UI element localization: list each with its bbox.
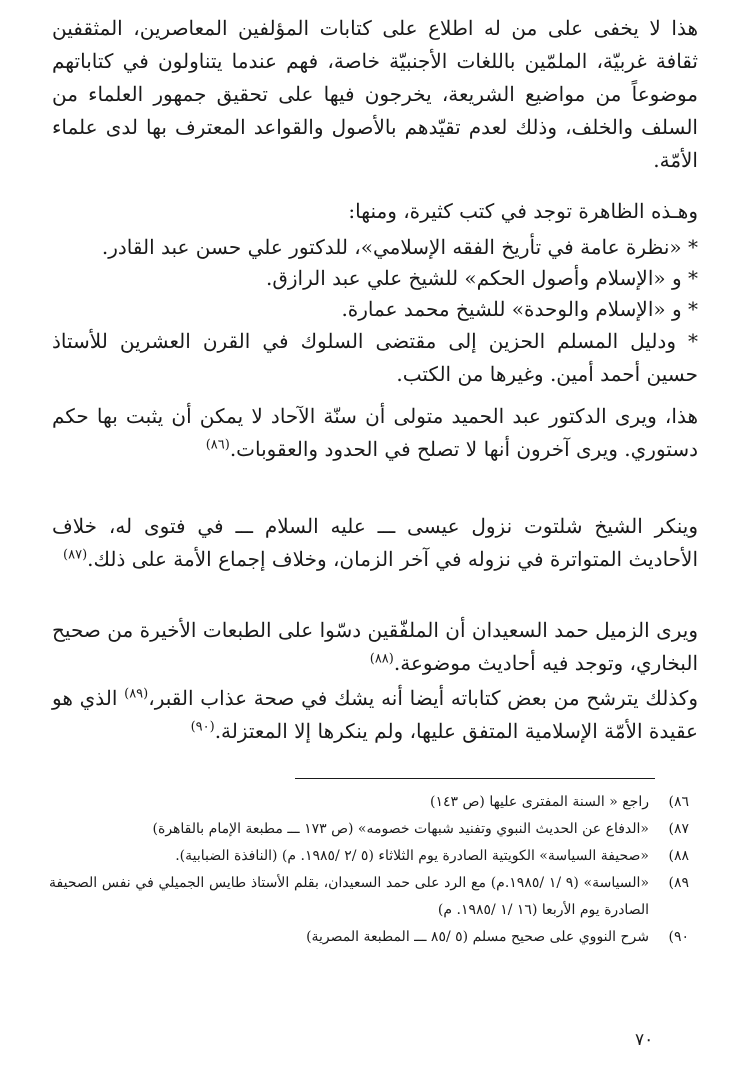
footnote-ref-88: (٨٨) <box>369 651 394 667</box>
footnote-ref-89: (٨٩) <box>124 686 149 702</box>
paragraph-6-text-a: وكذلك يترشح من بعض كتاباته أيضا أنه يشك في صحة عذاب القبر، <box>148 686 698 710</box>
footnote-number: ٨٧) <box>668 821 689 837</box>
page-number: ٧٠ <box>635 1030 654 1050</box>
paragraph-5 <box>52 614 698 680</box>
footnote-text: «الدفاع عن الحديث النبوي وتفنيد شبهات خصومه» (ص ١٧٣ ـــ مطبعة الإمام بالقاهرة) <box>152 821 649 837</box>
footnote-number: ٨٦) <box>668 794 689 810</box>
footnote-text: شرح النووي على صحيح مسلم (٥ /٨٥ ـــ المطبعة المصرية) <box>306 929 649 945</box>
footnote-88 <box>49 843 689 870</box>
paragraph-3-text: هذا، ويرى الدكتور عبد الحميد متولى أن سنّة الآحاد لا يمكن أن يثبت بها حكم دستوري. ويرى آخرون أنها لا تصلح في الحدود والعقوبات. <box>52 404 698 461</box>
paragraph-5-text: ويرى الزميل حمد السعيدان أن الملفّقين دسّوا على الطبعات الأخيرة من صحيح البخاري، وتوجد فيه أحاديث موضوعة. <box>52 618 698 675</box>
footnote-number: ٨٩) <box>668 875 689 891</box>
paragraph-1: هذا لا يخفى على من له اطلاع على كتابات المؤلفين المعاصرين، المثقفين ثقافة غربيّة، الملمّين باللغات الأجنبيّة خاصة، فهم عندما يتناولون في كتاباتهم موضوعاً من مواضيع الشريعة، يخرجون فيها على تحقيق جمهور العلماء من السلف والخلف، وذلك لعدم تقيّدهم بالأصول والقواعد المعترف بها لدى علماء الأمّة. <box>52 16 698 172</box>
footnote-number: ٩٠) <box>668 929 689 945</box>
footnote-text: «صحيفة السياسة» الكويتية الصادرة يوم الثلاثاء (٥ /٢ /١٩٨٥. م) (النافذة الضبابية). <box>175 848 649 864</box>
footnote-86 <box>49 789 689 816</box>
footnote-ref-86: (٨٦) <box>205 437 230 453</box>
footnote-number: ٨٨) <box>668 848 689 864</box>
footnote-ref-87: (٨٧) <box>63 547 88 563</box>
list-item: * «نظرة عامة في تأريخ الفقه الإسلامي»، للدكتور علي حسن عبد القادر. <box>101 235 698 259</box>
footnote-text: «السياسة» (٩ /١ /١٩٨٥.م) مع الرد على حمد السعيدان، بقلم الأستاذ طايس الجميلي في نفس الصحيفة الصادرة يوم الأربعا (١٦ /١ /١٩٨٥. م) <box>49 875 650 918</box>
book-list <box>52 232 698 391</box>
footnote-87 <box>49 816 689 843</box>
paragraph-4 <box>52 510 698 576</box>
list-item: * و «الإسلام والوحدة» للشيخ محمد عمارة. <box>341 297 698 321</box>
paragraph-2: وهـذه الظاهرة توجد في كتب كثيرة، ومنها: <box>348 199 698 223</box>
paragraph-6 <box>52 682 698 748</box>
paragraph-6-text-b: الذي هو عقيدة الأمّة الإسلامية المتفق عليها، ولم ينكرها إلا المعتزلة. <box>52 686 698 743</box>
list-item: * و «الإسلام وأصول الحكم» للشيخ علي عبد الرازق. <box>266 266 698 290</box>
paragraph-4-text: وينكر الشيخ شلتوت نزول عيسى ـــ عليه السلام ـــ في فتوى له، خلاف الأحاديث المتواترة في نزوله في آخر الزمان، وخلاف إجماع الأمة على ذلك. <box>52 514 698 571</box>
footnotes <box>49 789 689 951</box>
list-item: * ودليل المسلم الحزين إلى مقتضى السلوك في القرن العشرين للأستاذ حسين أحمد أمين. وغيرها من الكتب. <box>52 329 698 386</box>
footnote-90 <box>49 924 689 951</box>
footnote-89 <box>49 870 689 924</box>
footnote-ref-90: (٩٠) <box>190 719 215 735</box>
footnote-text: راجع « السنة المفترى عليها (ص ١٤٣) <box>430 794 649 810</box>
footnote-divider <box>295 778 655 779</box>
paragraph-3 <box>52 400 698 466</box>
